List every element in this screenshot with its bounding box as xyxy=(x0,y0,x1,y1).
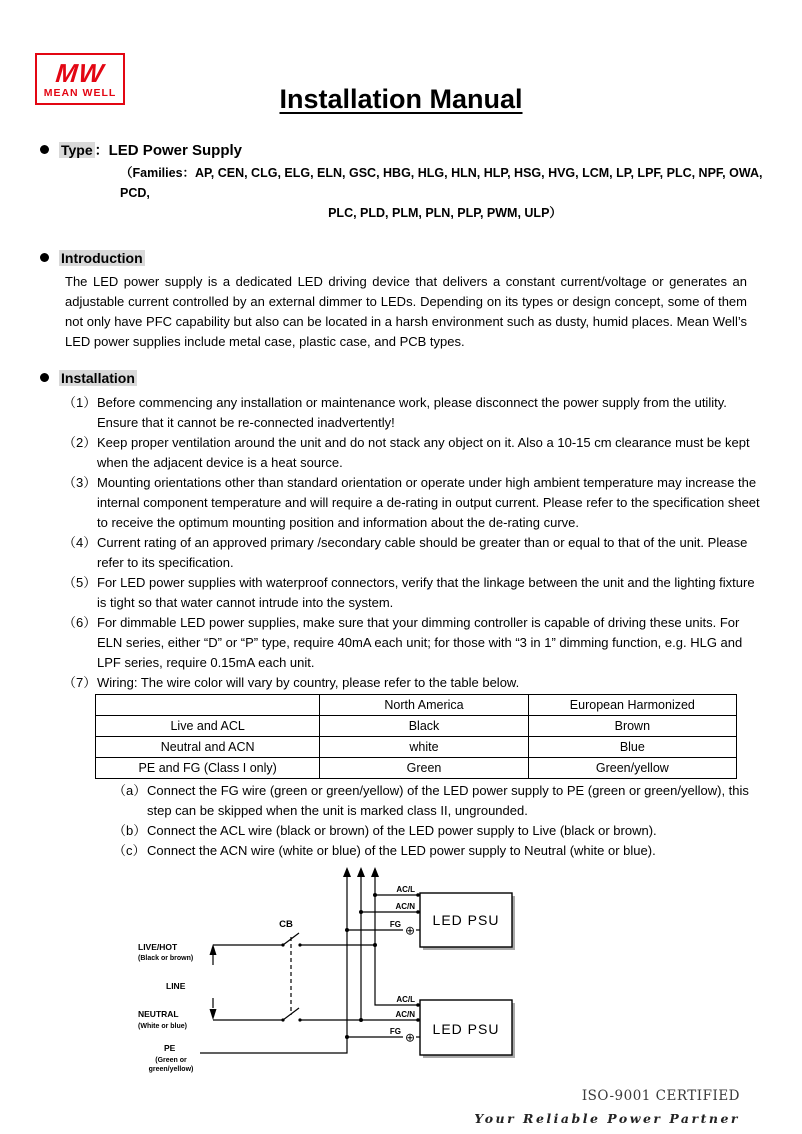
table-cell: North America xyxy=(320,695,528,716)
table-cell: European Harmonized xyxy=(528,695,736,716)
bullet-icon xyxy=(40,145,49,154)
installation-step-7 xyxy=(63,673,762,693)
step-number: （3） xyxy=(63,475,97,490)
step-text: Wiring: The wire color will vary by country, please refer to the table below. xyxy=(97,675,520,690)
bullet-icon xyxy=(40,373,49,382)
families-line-1: （Families：AP, CEN, CLG, ELG, ELN, GSC, HBG, HLG, HLN, HLP, HSG, HVG, LCM, LP, LPF, PLC, NPF, OWA, PCD, xyxy=(120,166,763,200)
pe-color-label-1: (Green or xyxy=(155,1057,187,1064)
step-number: （6） xyxy=(63,615,97,630)
psu1-label: LED PSU xyxy=(432,912,500,928)
circuit-breaker-label: CB xyxy=(279,919,293,930)
step-text: Keep proper ventilation around the unit and do not stack any object on it. Also a 10-15 cm clearance must be kept when the adjacent device is a heat source. xyxy=(97,435,750,470)
junction-dot xyxy=(345,1035,349,1039)
pe-label: PE xyxy=(164,1043,176,1053)
table-cell: Green xyxy=(320,758,528,779)
terminal-dot xyxy=(416,910,420,914)
step-number: （c） xyxy=(113,843,146,858)
step-text: Connect the FG wire (green or green/yellow) of the LED power supply to PE (green or green/yellow), this step can be skipped when the unit is marked class II, ungrounded. xyxy=(147,783,749,818)
wiring-step-b xyxy=(113,821,757,841)
table-cell xyxy=(96,695,320,716)
installation-heading: Installation xyxy=(61,370,135,386)
type-heading: Type xyxy=(61,142,93,158)
type-value: LED Power Supply xyxy=(108,142,242,159)
type-section xyxy=(40,140,802,161)
live-color-label: (Black or brown) xyxy=(138,955,194,962)
step-number: （7） xyxy=(63,675,97,690)
table-row xyxy=(96,716,737,737)
introduction-heading: Introduction xyxy=(61,250,143,266)
table-cell: Blue xyxy=(528,737,736,758)
table-cell: Live and ACL xyxy=(96,716,320,737)
table-cell: Green/yellow xyxy=(528,758,736,779)
table-header-row xyxy=(96,695,737,716)
switch-contact xyxy=(298,943,301,946)
psu1-acl-label: AC/L xyxy=(396,885,415,894)
table-cell: Neutral and ACN xyxy=(96,737,320,758)
step-number: （4） xyxy=(63,535,97,550)
psu2-acn-label: AC/N xyxy=(395,1010,415,1019)
meanwell-logo-brand: MEAN WELL xyxy=(43,86,117,99)
table-cell: Brown xyxy=(528,716,736,737)
wiring-diagram xyxy=(130,865,580,1080)
installation-step-3 xyxy=(63,473,762,533)
iso-certification: ISO-9001 CERTIFIED xyxy=(581,1088,740,1104)
neutral-label: NEUTRAL xyxy=(138,1009,179,1019)
line-label: LINE xyxy=(166,981,186,991)
families-line-2: PLC, PLD, PLM, PLN, PLP, PWM, ULP） xyxy=(328,206,562,220)
step-text: Current rating of an approved primary /secondary cable should be greater than or equal to that of the unit. Please refer to its specification. xyxy=(97,535,748,570)
step-number: （b） xyxy=(113,823,147,838)
wire-color-table xyxy=(95,694,737,779)
step-text: Connect the ACN wire (white or blue) of the LED power supply to Neutral (white or blue). xyxy=(147,843,656,858)
wiring-sub-steps xyxy=(0,781,802,861)
junction-dot xyxy=(359,1018,363,1022)
step-number: （2） xyxy=(63,435,97,450)
introduction-paragraph: The LED power supply is a dedicated LED driving device that delivers a constant current/voltage or generates an adjustable current controlled by an external dimmer to LEDs. Depending on its types or design concept, some of them not only have PFC capability but also can be located in a harsh environment such as dusty, humid places. Mean Well’s LED power supplies include metal case, plastic case, and PCB types. xyxy=(65,274,747,349)
ground-symbol-icon: ⊕ xyxy=(404,923,416,938)
psu2-label: LED PSU xyxy=(432,1021,500,1037)
terminal-dot xyxy=(416,1018,420,1022)
psu2-fg-label: FG xyxy=(389,1027,401,1036)
table-cell: white xyxy=(320,737,528,758)
pe-bus-wire xyxy=(200,875,347,1053)
installation-section xyxy=(40,368,802,389)
junction-dot xyxy=(373,943,377,947)
arrow-down-icon xyxy=(210,1009,217,1020)
table-row xyxy=(96,737,737,758)
neutral-color-label: (White or blue) xyxy=(138,1023,187,1030)
arrow-up-icon xyxy=(210,944,217,955)
footer xyxy=(0,1086,740,1129)
switch-contact xyxy=(281,943,284,946)
step-text: For LED power supplies with waterproof connectors, verify that the linkage between the unit and the lighting fixture is tight so that water cannot intrude into the system. xyxy=(97,575,755,610)
page-title: Installation Manual xyxy=(279,84,523,114)
step-text: For dimmable LED power supplies, make sure that your dimming controller is capable of driving these units. For ELN series, either “D” or “P” type, require 40mA each unit; for those with “3 in 1” dimming function, e.g. HLG and LPF series, require 0.15mA each unit. xyxy=(97,615,743,670)
introduction-section xyxy=(40,248,802,269)
table-cell: PE and FG (Class I only) xyxy=(96,758,320,779)
ground-symbol-icon: ⊕ xyxy=(404,1030,416,1045)
installation-step-5 xyxy=(63,573,762,613)
pe-color-label-2: green/yellow) xyxy=(148,1066,194,1073)
installation-steps xyxy=(0,393,802,693)
junction-dot xyxy=(373,893,377,897)
step-number: （a） xyxy=(113,783,147,798)
bullet-icon xyxy=(40,253,49,262)
table-cell: Black xyxy=(320,716,528,737)
terminal-dot xyxy=(416,1003,420,1007)
installation-step-1 xyxy=(63,393,762,433)
live-label: LIVE/HOT xyxy=(138,942,178,952)
wiring-step-c xyxy=(113,841,757,861)
step-text: Connect the ACL wire (black or brown) of the LED power supply to Live (black or brown). xyxy=(147,823,657,838)
installation-step-2 xyxy=(63,433,762,473)
step-text: Before commencing any installation or maintenance work, please disconnect the power supply from the utility. Ensure that it cannot be re-connected inadvertently! xyxy=(97,395,727,430)
junction-dot xyxy=(345,928,349,932)
switch-contact xyxy=(281,1018,284,1021)
psu2-acl-label: AC/L xyxy=(396,995,415,1004)
junction-dot xyxy=(359,910,363,914)
slogan: Your Reliable Power Partner xyxy=(474,1111,740,1126)
step-number: （1） xyxy=(63,395,97,410)
type-colon: ： xyxy=(94,142,109,158)
wiring-step-a xyxy=(113,781,757,821)
psu1-fg-label: FG xyxy=(389,920,401,929)
step-text: Mounting orientations other than standard orientation or operate under high ambient temperature may increase the internal component temperature and will require a de-rating in output current. Please refer to the specification sheet to receive the optimum mounting position and information about the de-rating curve. xyxy=(97,475,760,530)
step-number: （5） xyxy=(63,575,97,590)
meanwell-logo-mw-icon: MW xyxy=(54,57,106,88)
installation-step-4 xyxy=(63,533,762,573)
switch-contact xyxy=(298,1018,301,1021)
table-row xyxy=(96,758,737,779)
terminal-dot xyxy=(416,893,420,897)
installation-step-6 xyxy=(63,613,762,673)
psu1-acn-label: AC/N xyxy=(395,902,415,911)
